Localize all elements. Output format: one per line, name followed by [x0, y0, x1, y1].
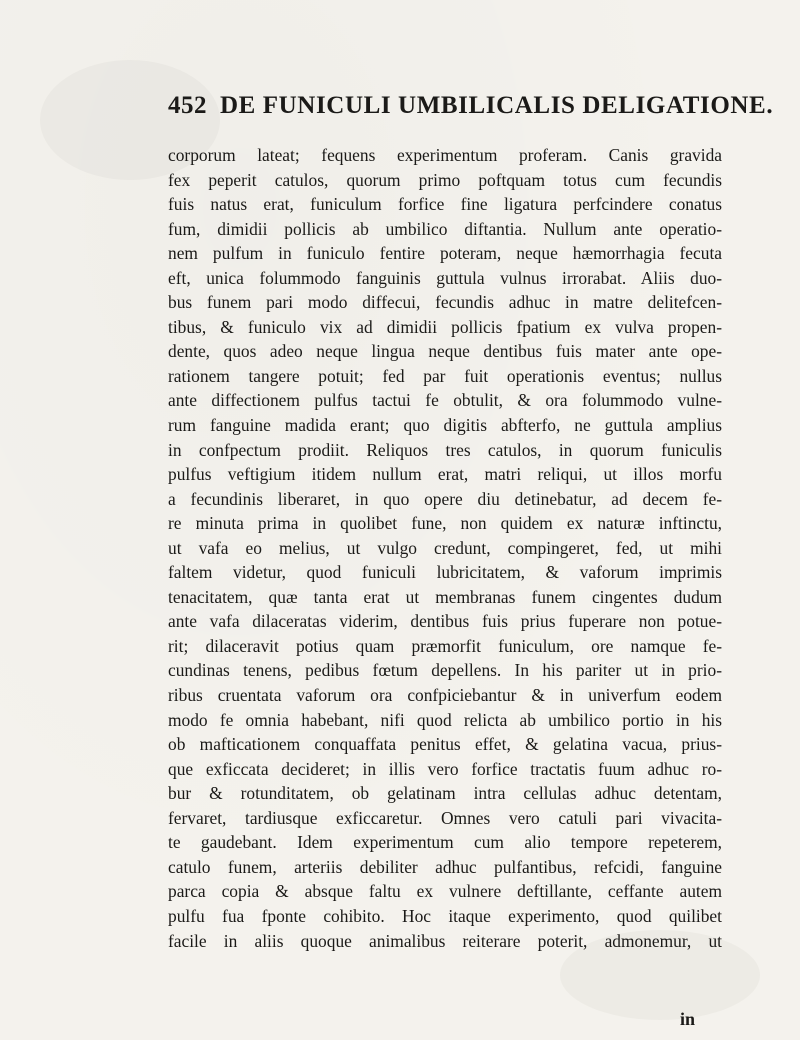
- text-line: rationem tangere potuit; fed par fuit operationis eventus; nullus: [168, 365, 722, 386]
- text-line: rum fanguine madida erant; quo digitis abfterfo, ne guttula amplius: [168, 415, 722, 436]
- text-line: modo fe omnia habebant, nifi quod relicta ab umbilico portio in his: [168, 709, 722, 730]
- text-line: cundinas tenens, pedibus fœtum depellens. In his pariter ut in prio-: [168, 660, 722, 681]
- text-line: fuis natus erat, funiculum forfice fine ligatura perfcindere conatus: [168, 194, 722, 215]
- text-line: re minuta prima in quolibet fune, non quidem ex naturæ inftinctu,: [168, 513, 722, 534]
- text-line: parca copia & absque faltu ex vulnere deftillante, ceffante autem: [168, 881, 722, 902]
- page-number: 452: [168, 92, 207, 119]
- running-title: DE FUNICULI UMBILICALIS DELIGATIONE.: [220, 92, 774, 119]
- running-head: [168, 92, 774, 132]
- text-line: dente, quos adeo neque lingua neque dentibus fuis mater ante ope-: [168, 341, 722, 362]
- text-line: te gaudebant. Idem experimentum cum alio tempore repeterem,: [168, 832, 722, 853]
- catchword: in: [680, 1009, 696, 1029]
- text-line: pulfus veftigium itidem nullum erat, matri reliqui, ut illos morfu: [168, 464, 722, 485]
- text-line: ribus cruentata vaforum ora confpiciebantur & in univerfum eodem: [168, 685, 722, 706]
- text-line: faltem videtur, quod funiculi lubricitatem, & vaforum imprimis: [168, 562, 722, 583]
- text-line: corporum lateat; fequens experimentum proferam. Canis gravida: [168, 145, 722, 165]
- text-line: rit; dilaceravit potius quam præmorfit funiculum, ore namque fe-: [168, 635, 722, 656]
- text-line: fex peperit catulos, quorum primo poftquam totus cum fecundis: [168, 169, 722, 190]
- text-line: a fecundinis liberaret, in quo opere diu detinebatur, ad decem fe-: [168, 488, 722, 509]
- text-line: ante diffectionem pulfus tactui fe obtulit, & ora folummodo vulne-: [168, 390, 722, 411]
- text-line: facile in aliis quoque animalibus reiterare poterit, admonemur, ut: [168, 930, 722, 951]
- text-line: ob mafticationem conquaffata penitus effet, & gelatina vacua, prius-: [168, 734, 722, 755]
- text-line: eft, unica folummodo fanguinis guttula vulnus irrorabat. Aliis duo-: [168, 267, 722, 288]
- text-line: fervaret, tardiusque exficcaretur. Omnes vero catuli pari vivacita-: [168, 807, 722, 828]
- text-line: tibus, & funiculo vix ad dimidii pollicis fpatium ex vulva propen-: [168, 316, 722, 337]
- text-line: nem pulfum in funiculo fentire poteram, neque hæmorrhagia fecuta: [168, 243, 722, 264]
- text-line: ut vafa eo melius, ut vulgo credunt, compingeret, fed, ut mihi: [168, 537, 722, 558]
- text-line: que exficcata decideret; in illis vero forfice tractatis fuum adhuc ro-: [168, 758, 722, 779]
- text-line: in confpectum prodiit. Reliquos tres catulos, in quorum funiculis: [168, 439, 722, 460]
- body-text: [168, 143, 722, 953]
- text-line: ante vafa dilaceratas viderim, dentibus fuis prius fuperare non potue-: [168, 611, 722, 632]
- text-line: bus funem pari modo diffecui, fecundis adhuc in matre delitefcen-: [168, 292, 722, 313]
- text-line: catulo funem, arteriis debiliter adhuc pulfantibus, refcidi, fanguine: [168, 856, 722, 877]
- text-line: tenacitatem, quæ tanta erat ut membranas funem cingentes dudum: [168, 586, 722, 607]
- text-line: bur & rotunditatem, ob gelatinam intra cellulas adhuc detentam,: [168, 783, 722, 804]
- text-line: fum, dimidii pollicis ab umbilico diftantia. Nullum ante operatio-: [168, 218, 722, 239]
- text-line: pulfu fua fponte cohibito. Hoc itaque experimento, quod quilibet: [168, 905, 722, 926]
